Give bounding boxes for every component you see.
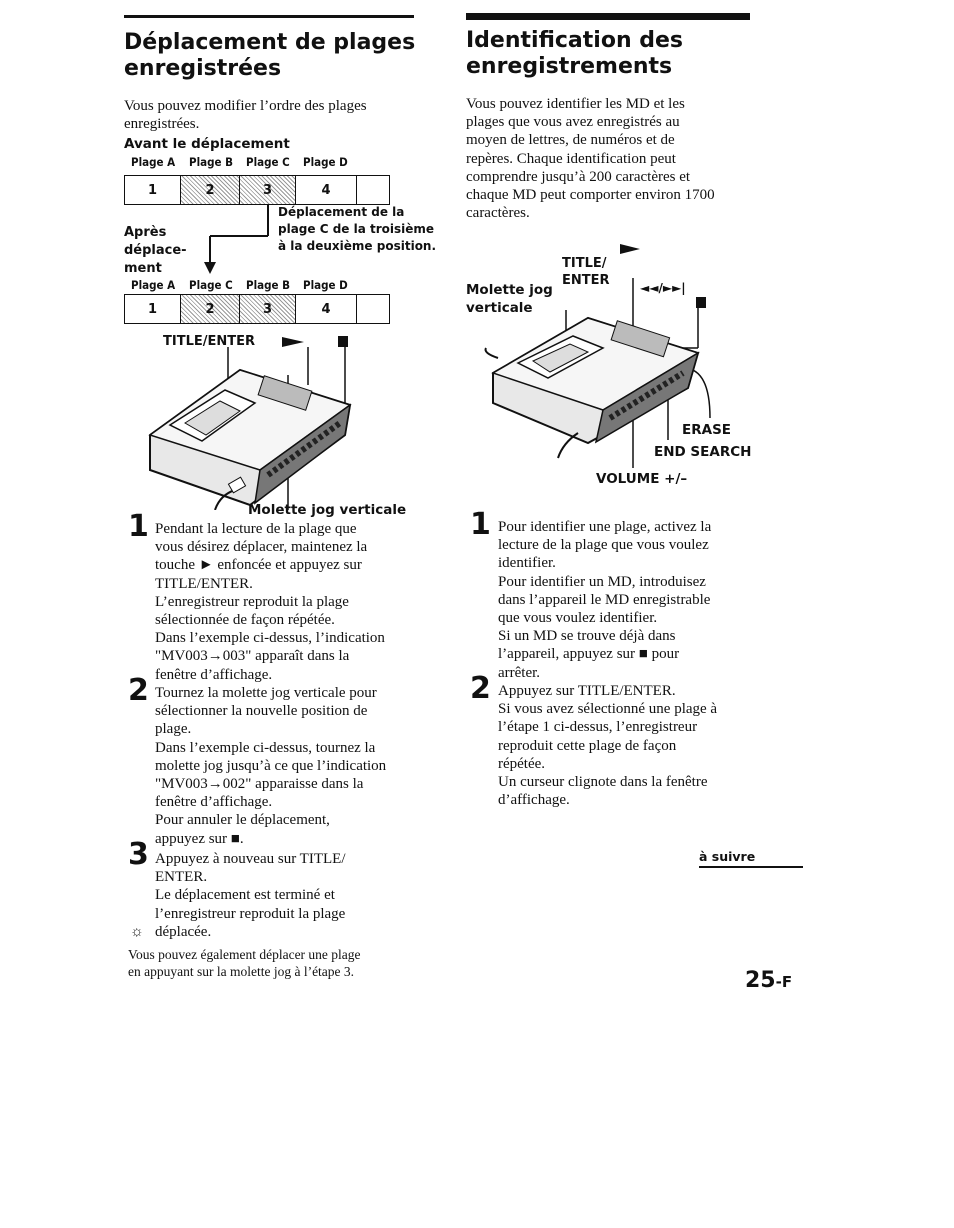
before-heading: Avant le déplacement (124, 136, 290, 152)
move-note: Déplacement de la plage C de la troisième à la deuxième position. (278, 205, 437, 253)
after-track-label: Plage A (131, 278, 176, 292)
before-track-label: Plage A (131, 155, 176, 169)
left-title: Déplacement de plages enregistrées (124, 30, 416, 81)
left-intro: Vous pouvez modifier l’ordre des plages enregistrées. (124, 98, 367, 133)
md-recorder-illustration (478, 268, 728, 468)
track-cell: 3 (240, 176, 296, 204)
right-intro: Vous pouvez identifier les MD et les plages que vous avez enregistrés au moyen de lettres, de numéros et de repères. Chaque identification peut comprendre jusqu’à 200 caractères et chaque MD peut comporter environ 1700 caractères. (466, 96, 715, 222)
volume-label: VOLUME +/– (596, 471, 688, 487)
step-1-text: Pendant la lecture de la plage que vous désirez déplacer, maintenez la touche ► enfoncée et appuyez sur TITLE/ENTER. L’enregistreur reproduit la plage sélectionnée de façon répétée. Dans l’exemple ci-dessus, l’indication "MV003→003" apparaît dans la fenêtre d’affichage. (155, 521, 385, 683)
jog-dial-label: Molette jog verticale (466, 282, 553, 316)
end-search-label: END SEARCH (654, 444, 752, 460)
track-cell: 3 (240, 295, 296, 323)
before-track-label: Plage B (189, 155, 234, 169)
jog-dial-label: Molette jog verticale (248, 502, 407, 518)
right-step-1-text: Pour identifier une plage, activez la lecture de la plage que vous voulez identifier. Pour identifier un MD, introduisez dans l’appareil le MD enregistrable que vous voulez identifier. Si un MD se trouve déjà dans l’appareil, appuyez sur ■ pour arrêter. (498, 519, 712, 681)
step-number: 2 (128, 673, 149, 708)
track-cell-empty (357, 295, 387, 323)
play-icon (620, 243, 642, 255)
track-cell: 1 (125, 295, 181, 323)
after-track-label: Plage C (189, 278, 233, 292)
right-title: Identification des enregistrements (466, 28, 684, 79)
step-number: 1 (470, 507, 491, 542)
skip-buttons-label: ◄◄/►►| (640, 281, 686, 295)
after-track-label: Plage B (246, 278, 291, 292)
after-track-label: Plage D (303, 278, 348, 292)
tip-text: Vous pouvez également déplacer une plage en appuyant sur la molette jog à l’étape 3. (128, 947, 361, 979)
step-number: 1 (128, 509, 149, 544)
step-number: 3 (128, 837, 149, 872)
step-2-text: Tournez la molette jog verticale pour sélectionner la nouvelle position de plage. Dans l’exemple ci-dessus, tournez la molette jog jusqu’à ce que l’indication "MV003→002" apparaisse dans la fenêtre d’affichage. Pour annuler le déplacement, appuyez sur ■. (155, 685, 387, 847)
track-cell: 4 (296, 176, 357, 204)
track-cell: 2 (181, 176, 240, 204)
before-track-label: Plage C (246, 155, 290, 169)
track-cell: 1 (125, 176, 181, 204)
step-number: 2 (470, 671, 491, 706)
continued-label: à suivre (699, 849, 756, 864)
md-recorder-illustration (140, 345, 370, 510)
erase-label: ERASE (682, 422, 732, 438)
title-enter-label: TITLE/ENTER (163, 334, 256, 349)
track-cell: 2 (181, 295, 240, 323)
title-enter-label: TITLE/ ENTER (562, 256, 610, 288)
before-track-label: Plage D (303, 155, 348, 169)
after-label: Après déplace- ment (124, 225, 187, 276)
track-cell: 4 (296, 295, 357, 323)
after-track-bar (124, 294, 390, 324)
tip-icon: ☼ (130, 924, 144, 940)
right-step-2-text: Appuyez sur TITLE/ENTER. Si vous avez sélectionné une plage à l’étape 1 ci-dessus, l’enregistreur reproduit cette plage de façon répétée. Un curseur clignote dans la fenêtre d’affichage. (498, 683, 718, 809)
page-number: 25-F (745, 968, 793, 993)
step-3-text: Appuyez à nouveau sur TITLE/ ENTER. Le déplacement est terminé et l’enregistreur reproduit la plage déplacée. (155, 851, 346, 940)
